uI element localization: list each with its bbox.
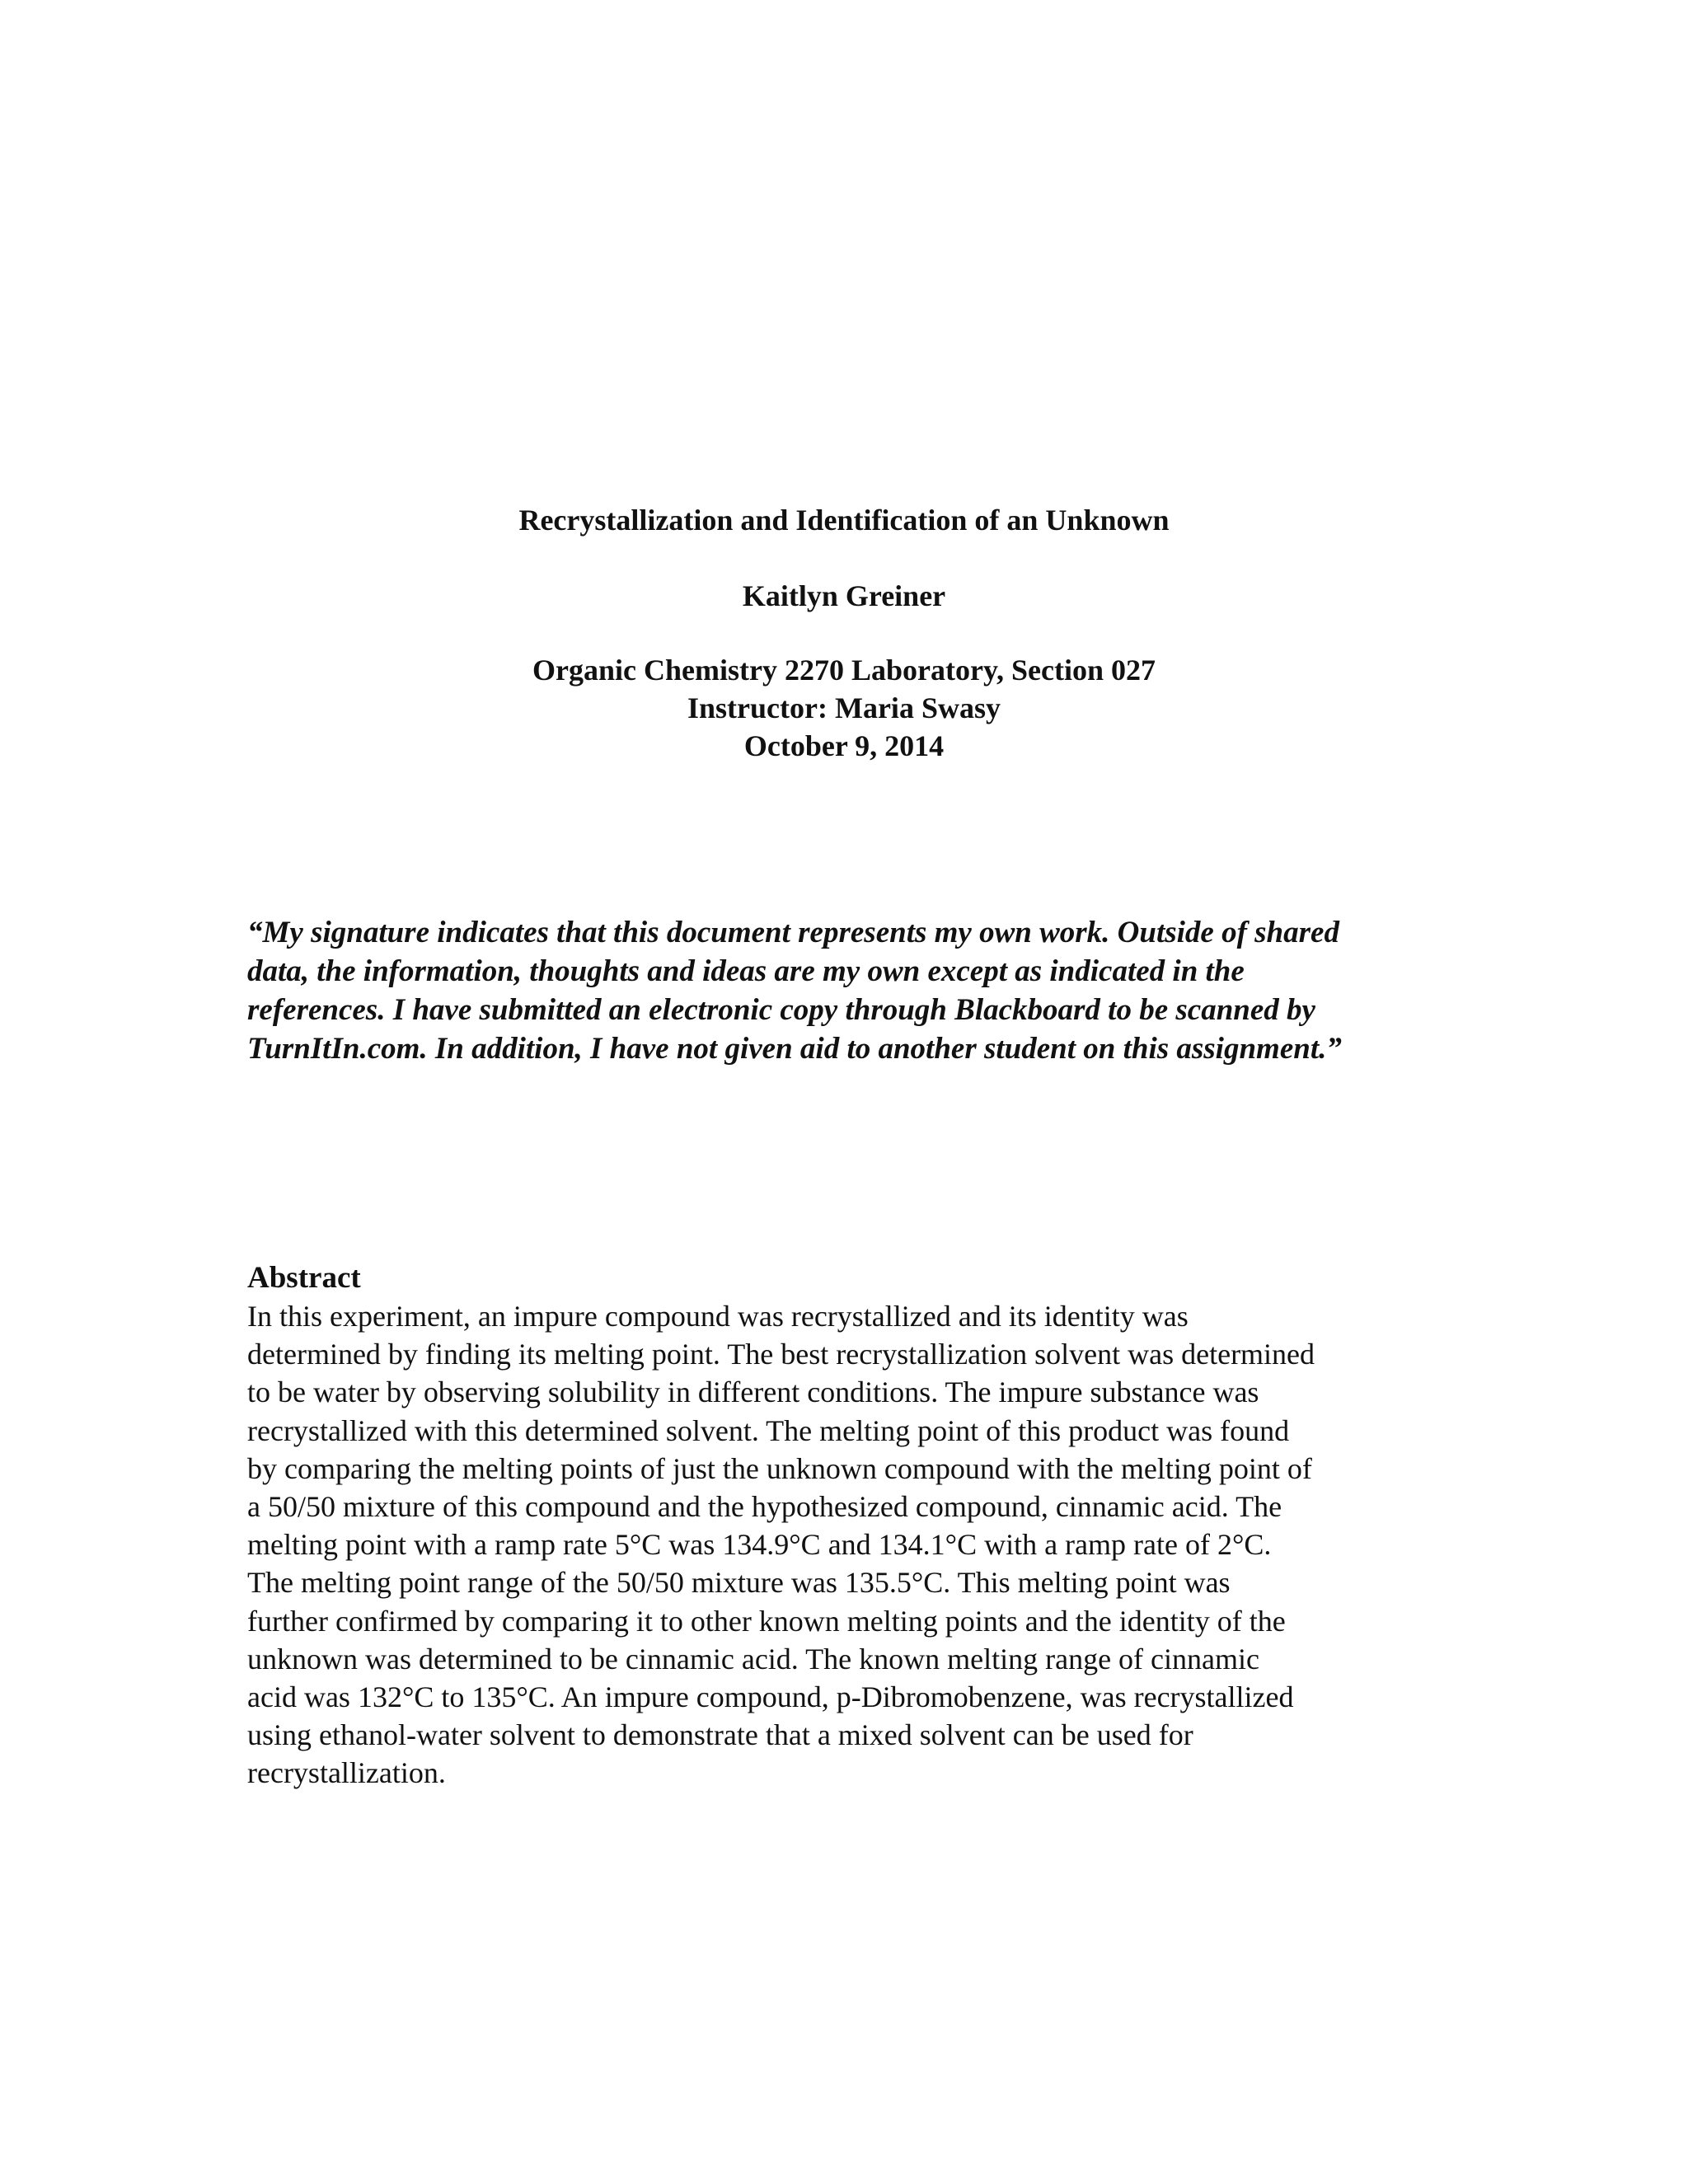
abstract-line: using ethanol-water solvent to demonstrate that a mixed solvent can be used for: [247, 1718, 1193, 1752]
abstract-line: to be water by observing solubility in different conditions. The impure substance was: [247, 1376, 1259, 1409]
abstract-line: In this experiment, an impure compound was recrystallized and its identity was: [247, 1300, 1189, 1333]
abstract-line: further confirmed by comparing it to other known melting points and the identity of the: [247, 1604, 1286, 1638]
instructor-name: Instructor: Maria Swasy: [687, 691, 1001, 724]
abstract-line: recrystallized with this determined solvent. The melting point of this product was found: [247, 1413, 1290, 1447]
honor-pledge: [247, 913, 1451, 1068]
author-name: Kaitlyn Greiner: [742, 579, 946, 612]
abstract-line: determined by finding its melting point. The best recrystallization solvent was determined: [247, 1338, 1315, 1371]
abstract-line: The melting point range of the 50/50 mixture was 135.5°C. This melting point was: [247, 1566, 1231, 1600]
pledge-line: TurnItIn.com. In addition, I have not given aid to another student on this assignment.”: [247, 1032, 1342, 1066]
document-date: October 9, 2014: [743, 729, 945, 762]
abstract-line: by comparing the melting points of just the unknown compound with the melting point of: [247, 1451, 1312, 1485]
abstract-line: acid was 132°C to 135°C. An impure compound, p-Dibromobenzene, was recrystallized: [247, 1680, 1294, 1714]
abstract-line: a 50/50 mixture of this compound and the hypothesized compound, cinnamic acid. The: [247, 1490, 1282, 1524]
course-name: Organic Chemistry 2270 Laboratory, Section 027: [532, 654, 1156, 687]
pledge-line: “My signature indicates that this document represents my own work. Outside of shared: [247, 916, 1339, 949]
abstract-heading: Abstract: [247, 1261, 361, 1295]
pledge-line: data, the information, thoughts and ideas are my own except as indicated in the: [247, 954, 1245, 988]
abstract-line: unknown was determined to be cinnamic acid. The known melting range of cinnamic: [247, 1642, 1259, 1675]
abstract-body: [247, 1297, 1451, 1793]
abstract-line: melting point with a ramp rate 5°C was 134.9°C and 134.1°C with a ramp rate of 2°C.: [247, 1528, 1272, 1562]
abstract-line: recrystallization.: [247, 1756, 446, 1790]
document-title: Recrystallization and Identification of an Unknown: [518, 504, 1170, 537]
pledge-line: references. I have submitted an electronic copy through Blackboard to be scanned by: [247, 993, 1315, 1027]
course-info: [0, 651, 1688, 765]
